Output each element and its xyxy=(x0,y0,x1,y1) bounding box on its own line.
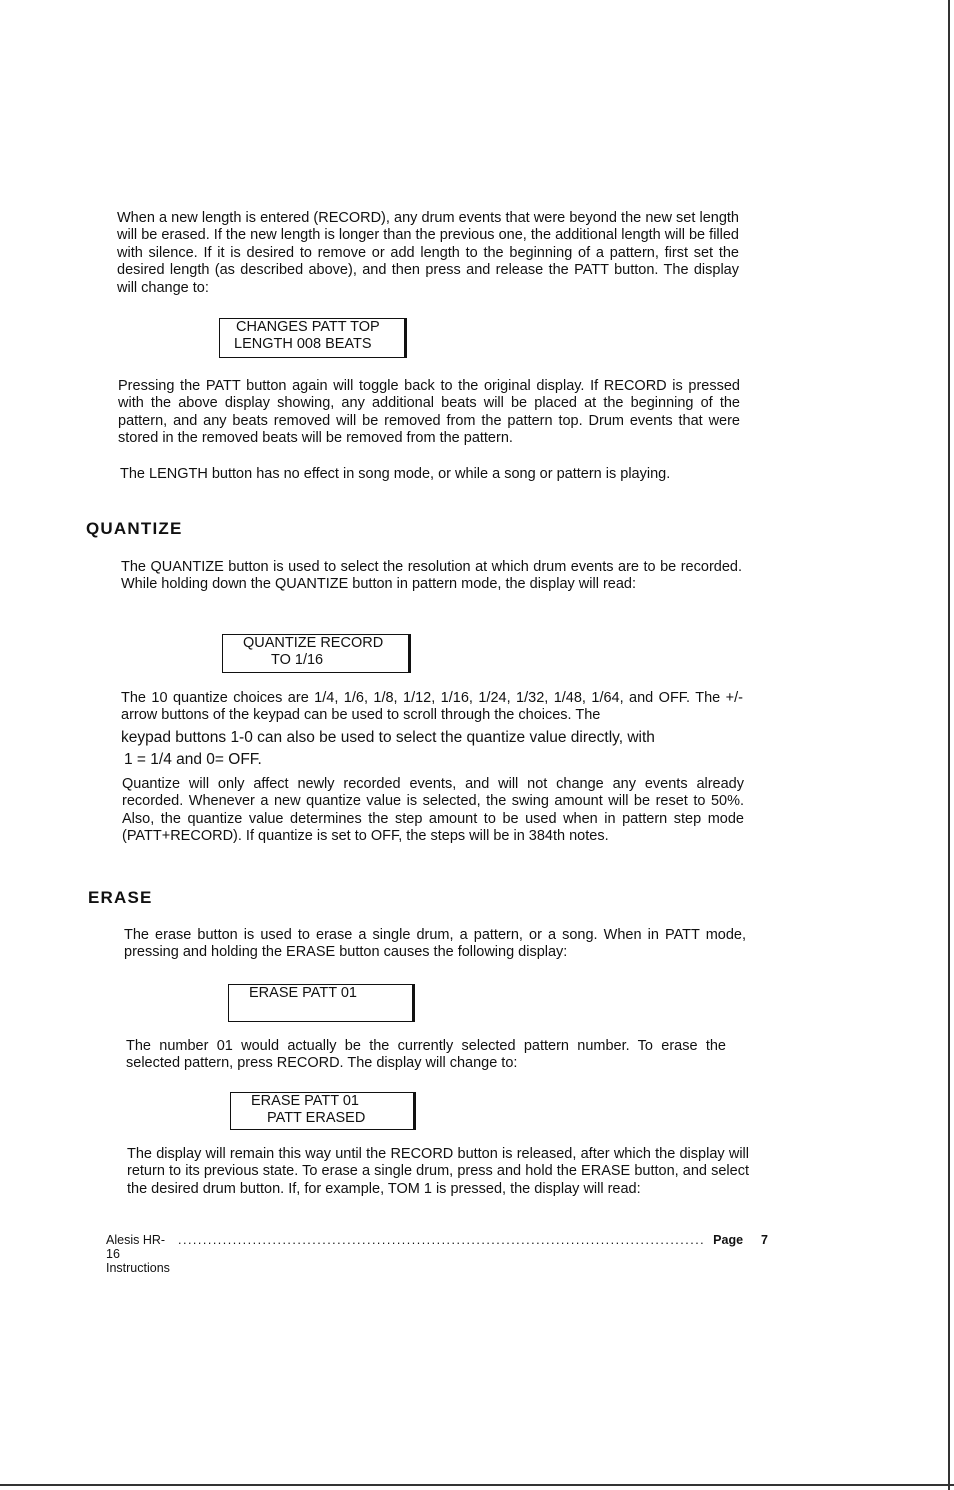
lcd-display-patt-erased xyxy=(230,1092,416,1130)
length-paragraph-3: The LENGTH button has no effect in song mode, or while a song or pattern is playing. xyxy=(120,466,671,482)
page-edge-bottom xyxy=(0,1484,954,1486)
length-paragraph-2: Pressing the PATT button again will toggle back to the original display. If RECORD is pressed with the above display showing, any additional beats will be placed at the beginning of the pattern, and any beats removed will be removed from the pattern top. Drum events that were stored in the removed beats will be removed from the pattern. xyxy=(118,378,740,447)
quantize-paragraph-1: The QUANTIZE button is used to select the resolution at which drum events are to be recorded. While holding down the QUANTIZE button in pattern mode, the display will read: xyxy=(121,559,742,593)
erase-paragraph-1: The erase button is used to erase a single drum, a pattern, or a song. When in PATT mode, pressing and holding the ERASE button causes the following display: xyxy=(124,927,746,961)
length-paragraph-1: When a new length is entered (RECORD), any drum events that were beyond the new set length will be erased. If the new length is longer than the previous one, the additional length will be filled with silence. If it is desired to remove or add length to the beginning of a pattern, first set the desired length (as described above), and then press and release the PATT button. The display will change to: xyxy=(117,210,739,296)
lcd-line-2: PATT ERASED xyxy=(267,1110,366,1126)
quantize-paragraph-2-line-3: 1 = 1/4 and 0= OFF. xyxy=(124,751,262,768)
lcd-line-1: ERASE PATT 01 xyxy=(249,985,357,1001)
section-heading-quantize: QUANTIZE xyxy=(86,519,183,538)
footer-page-number: 7 xyxy=(761,1233,768,1247)
footer-title: Alesis HR-16 Instructions xyxy=(106,1233,170,1275)
page-footer xyxy=(106,1233,768,1275)
lcd-line-1: QUANTIZE RECORD xyxy=(243,635,384,651)
lcd-display-changes-patt-top xyxy=(219,318,407,358)
lcd-display-quantize-record xyxy=(222,634,411,673)
footer-leader-dots: .......................................................................................................... xyxy=(178,1233,706,1247)
footer-page-label: Page xyxy=(713,1233,744,1247)
page-edge-right xyxy=(948,0,950,1490)
lcd-line-2: TO 1/16 xyxy=(271,652,324,668)
lcd-line-2: LENGTH 008 BEATS xyxy=(234,336,372,352)
lcd-line-1: CHANGES PATT TOP xyxy=(236,319,380,335)
lcd-line-1: ERASE PATT 01 xyxy=(251,1093,359,1109)
quantize-paragraph-3: Quantize will only affect newly recorded events, and will not change any events already recorded. Whenever a new quantize value is selected, the swing amount will be reset to 50%. Also, the quantize value determines the step amount to be used when in pattern step mode (PATT+RECORD). If quantize is set to OFF, the steps will be in 384th notes. xyxy=(122,776,744,845)
quantize-paragraph-2: The 10 quantize choices are 1/4, 1/6, 1/8, 1/12, 1/16, 1/24, 1/32, 1/48, 1/64, and OFF. The +/- arrow buttons of the keypad can be used to scroll through the choices. The xyxy=(121,690,743,724)
erase-paragraph-2: The number 01 would actually be the currently selected pattern number. To erase the selected pattern, press RECORD. The display will change to: xyxy=(126,1038,726,1072)
quantize-paragraph-2-line-2: keypad buttons 1-0 can also be used to select the quantize value directly, with xyxy=(121,729,655,746)
erase-paragraph-3: The display will remain this way until the RECORD button is released, after which the display will return to its previous state. To erase a single drum, press and hold the ERASE button, and select the desired drum button. If, for example, TOM 1 is pressed, the display will read: xyxy=(127,1146,749,1197)
section-heading-erase: ERASE xyxy=(88,888,153,907)
lcd-display-erase-patt xyxy=(228,984,415,1022)
